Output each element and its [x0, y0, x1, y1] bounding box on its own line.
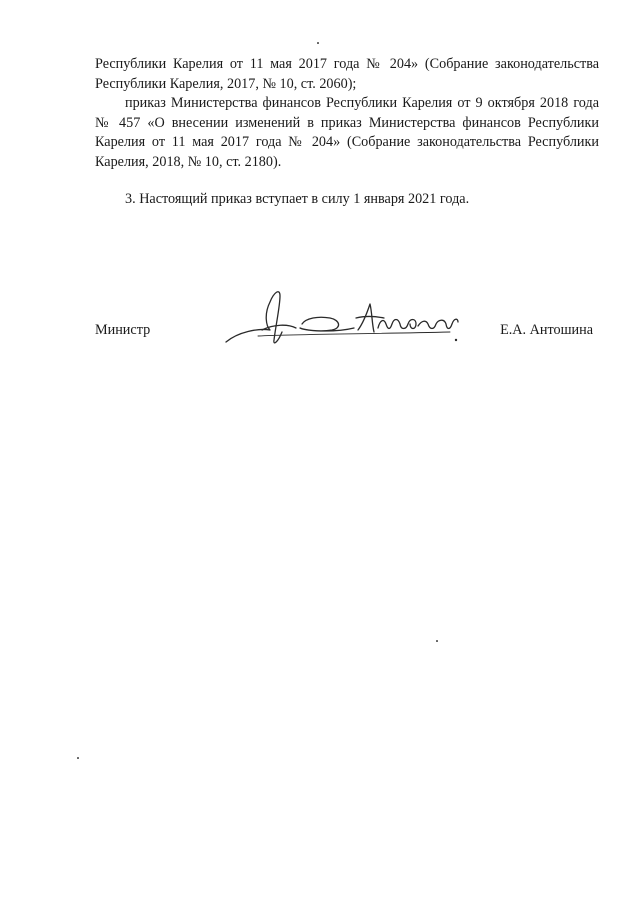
- handwritten-signature: [218, 284, 468, 356]
- paragraph-effective-date: 3. Настоящий приказ вступает в силу 1 января 2021 года.: [125, 191, 470, 207]
- scan-speck: [317, 42, 319, 44]
- paragraph-order-amendment: приказ Министерства финансов Республики Карелия от 9 октября 2018 года № 457 «О внесении изменений в приказ Министерства финансов Республики Карелия от 11 мая 2017 года № 204» (Собрание законодательства Республики Карелия, 2018, № 10, ст. 2180).: [95, 95, 599, 170]
- signer-role: Министр: [95, 322, 151, 338]
- document-body: [95, 55, 599, 210]
- scan-speck: [77, 757, 79, 759]
- paragraph-continuation: Республики Карелия от 11 мая 2017 года № 204» (Собрание законодательства Республики Карелия, 2017, № 10, ст. 2060);: [95, 56, 599, 92]
- scan-speck: [436, 640, 438, 642]
- signer-name: Е.А. Антошина: [500, 322, 593, 338]
